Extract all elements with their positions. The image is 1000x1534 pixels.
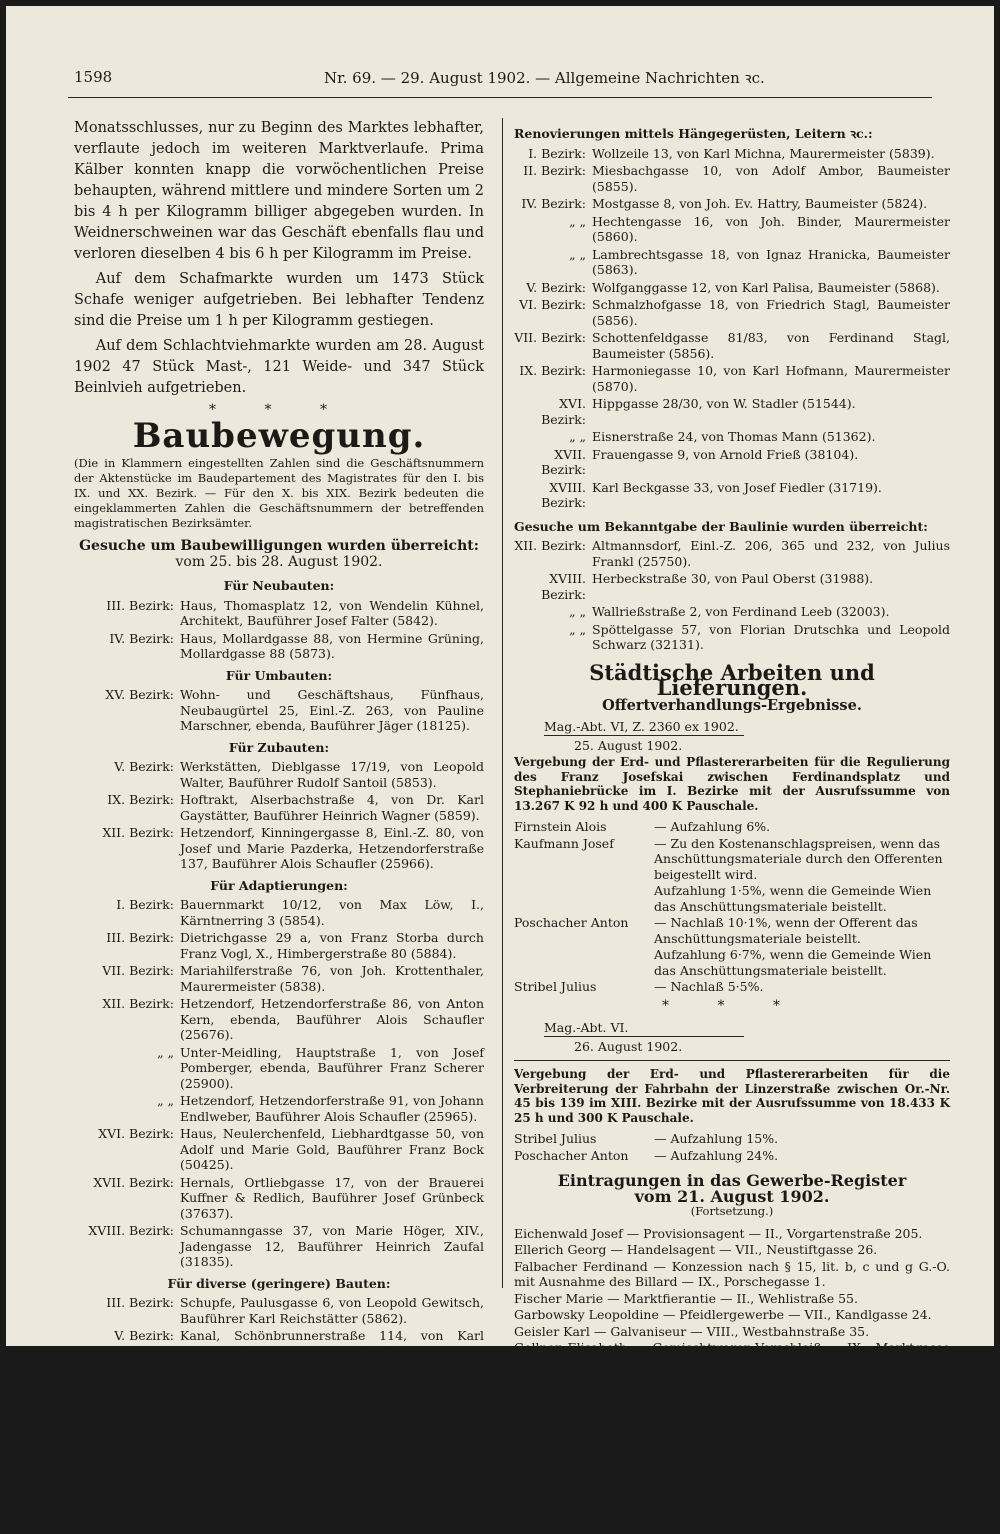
district-label: XVII. Bezirk: xyxy=(541,446,586,477)
district-label: XVIII. Bezirk: xyxy=(541,571,586,602)
entry-text: Unter-Meidling, Hauptstraße 1, von Josef Pomberger, ebenda, Bauführer Franz Scherer (25900). xyxy=(180,1044,484,1091)
tender-summary-1: Vergebung der Erd- und Pflastererarbeiten für die Regulierung des Franz Josefskai zwischen Ferdinandsplatz und Stephaniebrücke im I. Bezirke mit der Ausrufssumme von 13.267 K 92 h und 400 K Pauschale. xyxy=(514,755,950,813)
entry-text: Werkstätten, Dieblgasse 17/19, von Leopold Walter, Bauführer Rudolf Santoil (5853). xyxy=(180,759,484,790)
district-label: XVI. Bezirk: xyxy=(98,1126,174,1141)
baulinie-list xyxy=(514,538,950,653)
register-date: vom 21. August 1902. xyxy=(634,1186,830,1206)
tender-date-2: 26. August 1902. xyxy=(574,1038,683,1054)
tender-stars: * * * xyxy=(662,997,802,1014)
permit-entry xyxy=(74,792,484,823)
entry-text: Hernals, Ortliebgasse 17, von der Brauerei Kuffner & Redlich, Bauführer Josef Grünbeck (37637). xyxy=(180,1174,484,1221)
permit-entry xyxy=(74,825,484,872)
district-label: IX. Bezirk: xyxy=(107,792,174,807)
district-label: „ „ xyxy=(157,1093,174,1108)
list-entry xyxy=(514,146,950,162)
district-label: I. Bezirk: xyxy=(528,145,586,161)
bidder-name xyxy=(514,883,654,914)
column-divider xyxy=(502,118,503,1288)
permit-entry xyxy=(74,687,484,734)
bidder-name: Poschacher Anton xyxy=(514,915,629,930)
permit-section-title: Für Zubauten: xyxy=(228,739,330,755)
left-column xyxy=(74,118,484,1476)
section-stars: * * * xyxy=(209,402,349,418)
register-list xyxy=(514,1226,950,1534)
list-entry xyxy=(514,622,950,653)
market-paragraph-3: Auf dem Schlachtviehmarkte wurden am 28. August 1902 47 Stück Mast-, 121 Weide- und 347 Stück Beinlvieh aufgetrieben. xyxy=(74,338,484,396)
district-label: XII. Bezirk: xyxy=(102,996,174,1011)
result-row xyxy=(514,883,950,914)
permit-entry xyxy=(74,1394,484,1425)
bidder-name: Stribel Julius xyxy=(514,979,597,994)
district-label: IV. Bezirk: xyxy=(521,196,586,211)
bidder-name: Stribel Julius xyxy=(514,1131,597,1146)
register-entry: Falbacher Ferdinand — Konzession nach § 15, lit. b, c und g G.-O. mit Ausnahme des Billard — IX., Porschegasse 1. xyxy=(514,1258,950,1289)
entry-text: Wollzeile 13, von Karl Michna, Maurermeister (5839). xyxy=(592,145,935,161)
entry-text: Schumanngasse 37, von Marie Höger, XIV., Jadengasse 12, Bauführer Heinrich Zaufal (31835). xyxy=(180,1223,484,1269)
entry-text: Hoftrakt, Alserbachstraße 4, von Dr. Karl Gaystätter, Bauführer Heinrich Wagner (5859). xyxy=(180,792,484,823)
tender-block-1 xyxy=(514,719,950,995)
register-entry: Hubeč Hermann — Marktviktualien-Verschleiß — X., Eugenplatz 52. xyxy=(514,1517,948,1533)
entry-text: Eisnerstraße 24, von Thomas Mann (51362). xyxy=(592,429,876,444)
tender-ref-2: Mag.-Abt. VI. xyxy=(544,1020,950,1037)
permit-section-title: Für diverse (geringere) Bauten: xyxy=(167,1275,391,1291)
entry-text: Haus, Thomasplatz 12, von Wendelin Kühnel, Architekt, Bauführer Josef Falter (5842). xyxy=(180,597,484,628)
market-paragraph-2: Auf dem Schafmarkte wurden um 1473 Stück Schafe weniger aufgetrieben. Bei lebhafter Tendenz sind die Preise um 1 h per Kilogramm gestiegen. xyxy=(74,271,484,329)
result-row xyxy=(514,819,950,835)
permit-entry xyxy=(74,1175,484,1222)
newspaper-page xyxy=(6,6,994,1533)
gesuche-title: Gesuche um Baubewilligungen wurden überreicht: xyxy=(79,538,479,554)
entry-text: Haus, Mollardgasse 88, von Hermine Grüning, Mollardgasse 88 (5873). xyxy=(180,630,484,661)
district-label: XVIII. Bezirk: xyxy=(88,1361,174,1376)
district-label: II. Bezirk: xyxy=(523,163,586,178)
bidder-name xyxy=(514,947,654,978)
entry-text: Kanal, Schönbrunnerstraße 114, von Karl Stöger & Sohn, Baumeister (5872). xyxy=(180,1328,484,1359)
permit-entry xyxy=(74,996,484,1043)
list-entry xyxy=(514,247,950,278)
permit-entry xyxy=(74,897,484,928)
district-label: V. Bezirk: xyxy=(114,759,174,774)
entry-text: Schupfe, Paulusgasse 6, von Leopold Gewitsch, Bauführer Karl Reichstätter (5862). xyxy=(180,1295,484,1326)
tender-date-1: 25. August 1902. xyxy=(574,737,683,753)
list-entry xyxy=(514,214,950,245)
district-label: XVIII. Bezirk: xyxy=(88,1223,174,1238)
permit-section-title: Für Adaptierungen: xyxy=(210,877,348,893)
list-entry xyxy=(514,297,950,328)
district-label: III. Bezirk: xyxy=(106,930,174,945)
register-entry: Hirschfeld Gustav — Schuhwaren-Verschleiß (Filiale) — V., Reinprechtsdorferstraße 72/74. xyxy=(514,1437,950,1468)
entry-text: Mostgasse 8, von Joh. Ev. Hattry, Baumeister (5824). xyxy=(592,196,928,211)
register-entry: Grohmann Hermann — Schuhmachergewerbe — IX., Berggasse 18. xyxy=(514,1420,944,1436)
register-entry: Gollner Elisabeth — Gemischtwaren-Verschleiß — IX., Marktgasse 28. xyxy=(514,1340,950,1371)
district-label: VII. Bezirk: xyxy=(514,330,586,345)
entry-text: Schmalzhofgasse 18, von Friedrich Stagl, Baumeister (5856). xyxy=(592,297,950,328)
permit-entry xyxy=(74,930,484,961)
bid-result: — Zu den Kostenanschlagspreisen, wenn das Anschüttungsmateriale durch den Offerenten beigestellt wird. xyxy=(654,835,943,882)
page-number: 1598 xyxy=(74,68,113,86)
permit-entry xyxy=(74,963,484,994)
entry-text: Frauengasse 9, von Arnold Frieß (38104). xyxy=(592,446,859,462)
entry-text: Hippgasse 28/30, von W. Stadler (51544). xyxy=(592,396,856,411)
staedt-title: Städtische Arbeiten und Lieferungen. xyxy=(589,659,875,700)
register-entry: Grienseidl Elisabeth — Verschleiß von Papier, Schreib- und Zeichenrequisiten — IX., Grünetorgasse 8. xyxy=(514,1388,950,1419)
entry-text: Mariahilferstraße 76, von Joh. Krottenthaler, Maurermeister (5838). xyxy=(180,963,484,994)
permit-entry xyxy=(74,1045,484,1092)
tender-ref-1: Mag.-Abt. VI, Z. 2360 ex 1902. xyxy=(544,719,950,736)
permit-section-title: Für Neubauten: xyxy=(223,578,335,593)
district-label: XVII. Bezirk: xyxy=(93,1174,174,1190)
entry-text: Spöttelgasse 57, von Florian Drutschka und Leopold Schwarz (32131). xyxy=(592,621,950,652)
district-label: IV. Bezirk: xyxy=(109,630,174,646)
tender-results-2 xyxy=(514,1131,950,1163)
tender-summary-2: Vergebung der Erd- und Pflastererarbeiten für die Verbreiterung der Fahrbahn der Linzerstraße zwischen Or.-Nr. 45 bis 139 im XIII. Bezirke mit der Ausrufssumme von 18.433 K 25 h und 300 K Pauschale. xyxy=(514,1067,950,1125)
permit-entry xyxy=(74,1295,484,1326)
list-entry xyxy=(514,363,950,394)
register-entry: Fischer Marie — Marktfierantie — II., Wehlistraße 55. xyxy=(514,1290,858,1306)
entry-text: Altmannsdorf, Einl.-Z. 206, 365 und 232, von Julius Frankl (25750). xyxy=(592,538,950,569)
entry-text: Herbeckstraße 30, von Paul Oberst (31988). xyxy=(592,571,874,586)
district-label: „ „ xyxy=(569,429,586,444)
list-entry xyxy=(514,571,950,602)
staedt-subtitle: Offertverhandlungs-Ergebnisse. xyxy=(602,696,862,714)
permit-entry xyxy=(74,1223,484,1270)
district-label: „ „ xyxy=(569,621,586,637)
bid-result: Aufzahlung 6·7%, wenn die Gemeinde Wien das Anschüttungsmateriale beistellt. xyxy=(654,947,932,978)
district-label: V. Bezirk: xyxy=(114,1328,174,1343)
district-label: III. Bezirk: xyxy=(106,1295,174,1310)
bid-result: — Aufzahlung 6%. xyxy=(654,819,771,834)
bid-result: Aufzahlung 1·5%, wenn die Gemeinde Wien das Anschüttungsmateriale beistellt. xyxy=(654,883,932,914)
entry-text: Hetzendorf, Hetzendorferstraße 91, von Johann Endlweber, Bauführer Alois Schaufler (25965). xyxy=(180,1093,484,1124)
entry-text: Miesbachgasse 10, von Adolf Ambor, Baumeister (5855). xyxy=(592,163,950,194)
district-label: III. Bezirk: xyxy=(106,597,174,613)
district-label: V. Bezirk: xyxy=(526,279,586,295)
list-entry xyxy=(514,604,950,620)
result-row xyxy=(514,836,950,883)
register-entry: Eichenwald Josef — Provisionsagent — II., Vorgartenstraße 205. xyxy=(514,1225,923,1241)
bid-result: — Nachlaß 10·1%, wenn der Offerent das Anschüttungsmateriale beistellt. xyxy=(654,915,918,946)
district-label: IX. Bezirk: xyxy=(519,363,586,378)
district-label: „ „ xyxy=(157,1394,174,1409)
entry-text: Hetzendorf, Hetzendorferstraße 86, von Anton Kern, ebenda, Bauführer Alois Schaufler (25676). xyxy=(180,996,484,1042)
entry-text: Haus, Neulerchenfeld, Liebhardtgasse 50, von Adolf und Marie Gold, Bauführer Franz Bock (50425). xyxy=(180,1126,484,1172)
bid-result: — Aufzahlung 15%. xyxy=(654,1131,779,1146)
entry-text: Wallrießstraße 2, von Ferdinand Leeb (32003). xyxy=(592,604,890,619)
result-row xyxy=(514,979,950,995)
permit-section-title: Für Umbauten: xyxy=(225,667,333,683)
entry-text: Hechtengasse 16, von Joh. Binder, Maurermeister (5860). xyxy=(592,213,950,244)
baulinie-title: Gesuche um Bekanntgabe der Baulinie wurden überreicht: xyxy=(514,518,928,534)
permit-entry xyxy=(74,1093,484,1124)
entry-text: Thür, Kutschkergasse 12, von Rudolf Wellner, ebenda (32153). xyxy=(180,1394,484,1425)
tender-block-2 xyxy=(514,1020,950,1163)
district-label: XV. Bezirk: xyxy=(105,687,174,702)
entry-text: Schottenfeldgasse 81/83, von Ferdinand Stagl, Baumeister (5856). xyxy=(592,330,950,361)
header-rule xyxy=(68,97,932,98)
district-label: „ „ xyxy=(569,604,586,619)
bidder-name: Kaufmann Josef xyxy=(514,835,614,851)
list-entry xyxy=(514,429,950,445)
district-label: „ „ xyxy=(157,1044,174,1060)
entry-text: Hetzendorf, Kinningergasse 8, Einl.-Z. 80, von Josef und Marie Pazderka, Hetzendorferstraße 137, Bauführer Alois Schaufler (25966). xyxy=(180,825,484,871)
permit-entry xyxy=(74,631,484,662)
result-row xyxy=(514,915,950,946)
district-label: XVI. Bezirk: xyxy=(541,396,586,427)
register-entry: Huber Marianne — Fleisch-Verschleiß — II., Blumauergasse 16. xyxy=(514,1501,919,1516)
bid-result: — Aufzahlung 24%. xyxy=(654,1147,779,1163)
running-head: Nr. 69. — 29. August 1902. — Allgemeine Nachrichten ꝛc. xyxy=(324,69,765,87)
entry-text: Harmoniegasse 10, von Karl Hofmann, Maurermeister (5870). xyxy=(592,363,950,394)
district-label: XII. Bezirk: xyxy=(102,825,174,840)
permit-entry xyxy=(74,1427,484,1474)
section-title: Baubewegung. xyxy=(132,415,426,456)
list-entry xyxy=(514,480,950,511)
entry-text: Bauernmarkt 10/12, von Max Löw, I., Kärntnerring 3 (5854). xyxy=(180,897,484,928)
register-title: Eintragungen in das Gewerbe-Register xyxy=(557,1171,907,1190)
register-entry: Geisler Karl — Galvaniseur — VIII., Westbahnstraße 35. xyxy=(514,1323,870,1339)
renovation-list xyxy=(514,146,950,511)
list-entry xyxy=(514,396,950,427)
entry-text: Wolfganggasse 12, von Karl Palisa, Baumeister (5868). xyxy=(592,279,940,295)
register-entry: Ellerich Georg — Handelsagent — VII., Neustiftgasse 26. xyxy=(514,1242,878,1257)
district-label: XII. Bezirk: xyxy=(514,538,586,553)
entry-text: Cottagegasse 20, von Johann Georg Ritter v. Schoen, ebenda (32072). xyxy=(180,1361,484,1392)
list-entry xyxy=(514,330,950,361)
list-entry xyxy=(514,280,950,296)
district-label: I. Bezirk: xyxy=(116,897,174,912)
district-label: XX. Bezirk: xyxy=(103,1427,174,1442)
permit-entry xyxy=(74,1328,484,1359)
tender-results-1 xyxy=(514,819,950,995)
register-continuation: (Fortsetzung.) xyxy=(690,1204,774,1218)
result-row xyxy=(514,1148,950,1164)
entry-text: Wohn- und Geschäftshaus, Fünfhaus, Neubaugürtel 25, Einl.-Z. 263, von Pauline Marschner, ebenda, Bauführer Jäger (18125). xyxy=(180,687,484,733)
permit-entry xyxy=(74,598,484,629)
entry-text: Lambrechtsgasse 18, von Ignaz Hranicka, Baumeister (5863). xyxy=(592,246,950,277)
register-entry: Hofmann Felix — Gemischtwaren-Verschleiß (Filiale) — II., Stuwerstraße 32. xyxy=(514,1469,950,1500)
permit-entry xyxy=(74,759,484,790)
entry-text: Schupfe, Burghardtgasse, Ecke der Wexstraße, von Johann Maschek, Burghardtgasse 30 (5829). xyxy=(180,1427,484,1473)
list-entry xyxy=(514,163,950,194)
gesuche-dates: vom 25. bis 28. August 1902. xyxy=(175,553,383,570)
district-label: „ „ xyxy=(569,213,586,229)
tender-rule xyxy=(514,1060,950,1061)
bidder-name: Poschacher Anton xyxy=(514,1147,629,1163)
bidder-name: Firnstein Alois xyxy=(514,819,607,834)
list-entry xyxy=(514,196,950,212)
entry-text: Karl Beckgasse 33, von Josef Fiedler (31719). xyxy=(592,479,882,495)
register-entry: Grabl Andreas — Gemischtwaren-Verschleiß — IX., Rögergasse 54. xyxy=(514,1372,940,1387)
market-paragraph-1: Monatsschlusses, nur zu Beginn des Marktes lebhafter, verflaute jedoch im weiteren Marktverlaufe. Prima Kälber konnten knapp die vorwöchentlichen Preise behaupten, während mittlere und mindere Sorten um 2 bis 4 h per Kilogramm billiger abgegeben wurden. In Weidnerschweinen war das Geschäft ebenfalls flau und verloren dieselben 4 bis 6 h per Kilogramm im Preise. xyxy=(74,120,484,262)
permit-entry xyxy=(74,1126,484,1173)
renovation-title: Renovierungen mittels Hängegerüsten, Leitern ꝛc.: xyxy=(514,126,873,141)
permit-sections xyxy=(74,578,484,1474)
district-label: VII. Bezirk: xyxy=(102,963,174,978)
district-label: „ „ xyxy=(569,246,586,262)
entry-text: Dietrichgasse 29 a, von Franz Storba durch Franz Vogl, X., Himbergerstraße 80 (5884). xyxy=(180,930,484,961)
right-column xyxy=(514,118,950,1534)
district-label: XVIII. Bezirk: xyxy=(541,479,586,510)
permit-entry xyxy=(74,1361,484,1392)
district-label: VI. Bezirk: xyxy=(519,297,586,312)
result-row xyxy=(514,947,950,978)
explanatory-note: (Die in Klammern eingestellten Zahlen sind die Geschäftsnummern der Aktenstücke im Baudepartement des Magistrates für den I. bis IX. und XX. Bezirk. — Für den X. bis XIX. Bezirk bedeuten die eingeklammerten Zahlen die Geschäftsnummern der betreffenden magistratischen Bezirksämter. xyxy=(74,456,484,530)
result-row xyxy=(514,1131,950,1147)
bid-result: — Nachlaß 5·5%. xyxy=(654,979,764,994)
list-entry xyxy=(514,538,950,569)
list-entry xyxy=(514,447,950,478)
register-entry: Garbowsky Leopoldine — Pfeidlergewerbe — VII., Kandlgasse 24. xyxy=(514,1307,932,1322)
